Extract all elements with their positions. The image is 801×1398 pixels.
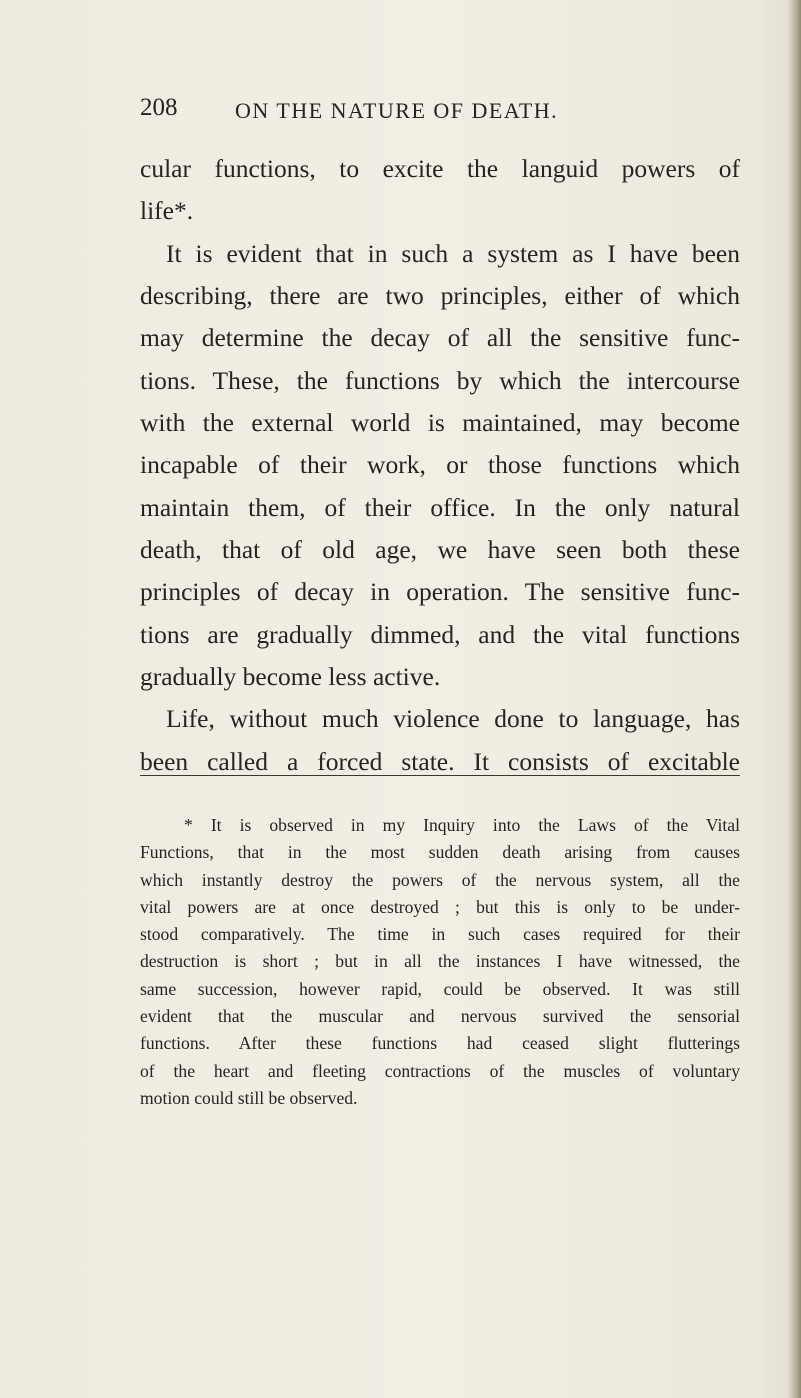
footnote-line: same succession, however rapid, could be observed. It was still xyxy=(140,978,740,999)
text-line: describing, there are two principles, either of which xyxy=(140,281,740,311)
page-number: 208 xyxy=(140,94,178,121)
text-line: cular functions, to excite the languid powers of xyxy=(140,154,740,183)
text-line: tions. These, the functions by which the intercourse xyxy=(140,365,740,395)
text-line: death, that of old age, we have seen both these xyxy=(140,535,740,565)
text-line: with the external world is maintained, may become xyxy=(140,408,740,438)
footnote-line: evident that the muscular and nervous survived the sensorial xyxy=(140,1006,740,1027)
footnote-line: * It is observed in my Inquiry into the Laws of the Vital xyxy=(184,815,740,835)
text-line: life*. xyxy=(140,196,194,226)
footnote-line: stood comparatively. The time in such cases required for their xyxy=(140,924,740,945)
text-line: principles of decay in operation. The sensitive func- xyxy=(140,577,740,607)
footnote-rule xyxy=(140,775,740,776)
running-title: ON THE NATURE OF DEATH. xyxy=(235,98,559,123)
footnote-line: destruction is short ; but in all the instances I have witnessed, the xyxy=(140,951,740,972)
footnote-line: Functions, that in the most sudden death arising from causes xyxy=(140,842,740,863)
binding-shadow xyxy=(787,0,801,1398)
body-text xyxy=(140,148,740,783)
footnote-line: functions. After these functions had ceased slight flutterings xyxy=(140,1033,740,1054)
footnote xyxy=(140,812,740,1112)
footnote-line: motion could still be observed. xyxy=(140,1087,358,1108)
text-line: gradually become less active. xyxy=(140,662,441,692)
footnote-line: vital powers are at once destroyed ; but this is only to be under- xyxy=(140,896,740,917)
running-head xyxy=(140,90,660,124)
text-line: Life, without much violence done to language, has xyxy=(166,704,740,734)
footnote-line: which instantly destroy the powers of the nervous system, all the xyxy=(140,869,740,890)
text-line: It is evident that in such a system as I have been xyxy=(166,238,740,268)
footnote-line: of the heart and fleeting contractions of the muscles of voluntary xyxy=(140,1060,740,1081)
text-line: incapable of their work, or those functions which xyxy=(140,450,740,480)
text-line: may determine the decay of all the sensitive func- xyxy=(140,323,740,353)
text-line: been called a forced state. It consists of excitable xyxy=(140,746,740,776)
text-line: maintain them, of their office. In the only natural xyxy=(140,492,740,522)
text-line: tions are gradually dimmed, and the vital functions xyxy=(140,619,740,649)
